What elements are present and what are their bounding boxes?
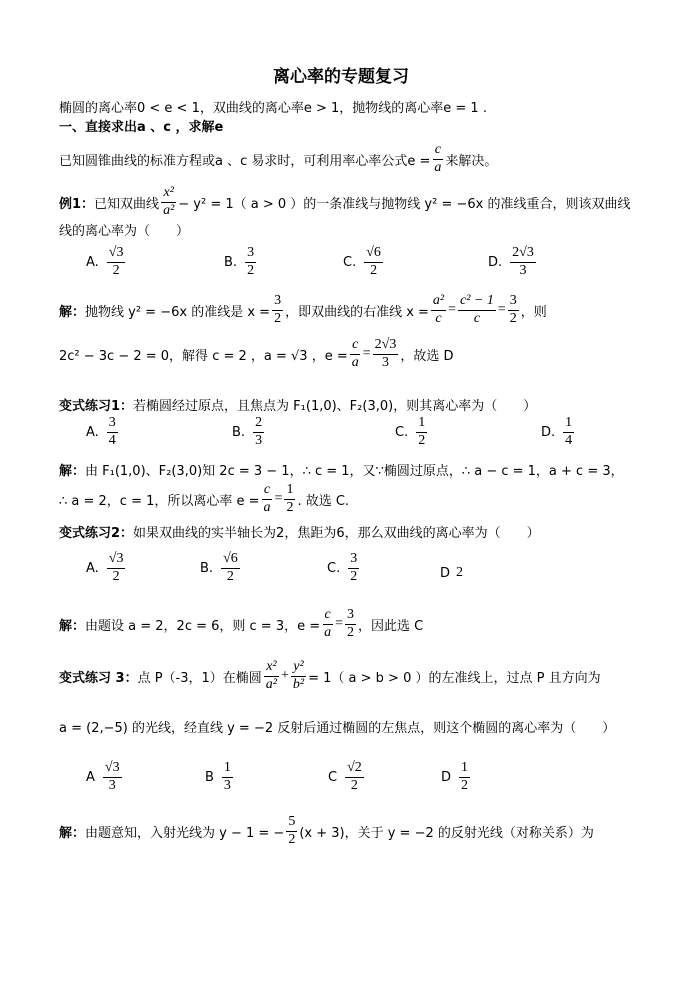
desc-text-a: 已知圆锥曲线的标准方程或a 、c 易求时，可利用率心率公式e = bbox=[59, 153, 431, 169]
variant2-question bbox=[59, 522, 540, 540]
variant3-question-cont bbox=[59, 716, 615, 736]
example1-solution-cont bbox=[59, 335, 454, 373]
example1-text-a: 已知双曲线 bbox=[94, 196, 160, 212]
example1-option-d[interactable] bbox=[488, 246, 538, 278]
variant1-option-d[interactable] bbox=[541, 416, 576, 448]
option-den: 2 bbox=[226, 568, 234, 584]
frac-num: 5 bbox=[286, 815, 297, 832]
frac-num: c bbox=[350, 338, 360, 355]
variant1-solution-text: 由 F₁(1,0)、F₂(3,0)知 2c = 3 − 1，∴ c = 1，又∵椭圆过原点，∴ a − c = 1，a + c = 3， bbox=[85, 463, 624, 479]
variant3-option-d[interactable] bbox=[441, 761, 472, 793]
frac-den: 2 bbox=[286, 499, 294, 515]
solution2-text-a: 2c² − 3c − 2 = 0，解得 c = 2 ，a = √3 ，e = bbox=[59, 348, 348, 364]
variant3-text-b: = 1（ a > b > 0 ）的左准线上，过点 P 且方向为 bbox=[308, 670, 601, 686]
variant1-question bbox=[59, 395, 536, 413]
option-label: D bbox=[440, 565, 451, 581]
section-heading: 一、直接求出a 、c ，求解e bbox=[59, 120, 224, 135]
option-den: 2 bbox=[370, 262, 378, 278]
variant3-option-b[interactable] bbox=[205, 761, 235, 793]
example1-question bbox=[59, 183, 630, 221]
frac-den: b² bbox=[292, 676, 305, 692]
example1-frac-num: x² bbox=[161, 186, 175, 203]
variant3-text-c: a = (2,−5) 的光线，经直线 y = −2 反射后通过椭圆的左焦点，则这个椭圆的离心率为（ ） bbox=[59, 720, 616, 736]
desc-fraction bbox=[432, 143, 443, 175]
example1-question-cont: 线的离心率为（ ） bbox=[59, 224, 190, 239]
intro-line: 椭圆的离心率0 < e < 1，双曲线的离心率e > 1，抛物线的离心率e = 1 . bbox=[59, 101, 487, 116]
equals: = bbox=[497, 302, 506, 317]
option-label: C. bbox=[327, 560, 341, 576]
option-label: D bbox=[441, 769, 452, 785]
solution-label: 解： bbox=[59, 463, 86, 479]
option-num: 3 bbox=[245, 246, 256, 263]
option-label: A bbox=[86, 769, 95, 785]
option-num: 2√3 bbox=[510, 246, 536, 263]
frac-den: 2 bbox=[509, 310, 517, 326]
variant2-option-d[interactable] bbox=[440, 565, 463, 581]
frac-den: c bbox=[473, 310, 481, 326]
desc-text-b: 来解决。 bbox=[445, 153, 498, 169]
page-title: 离心率的专题复习 bbox=[273, 67, 409, 87]
option-den: 2 bbox=[247, 262, 255, 278]
frac-num: 3 bbox=[508, 294, 519, 311]
option-num: √3 bbox=[107, 246, 126, 263]
option-den: 2 bbox=[418, 432, 426, 448]
option-num: 2 bbox=[253, 416, 264, 433]
option-num: √6 bbox=[364, 246, 383, 263]
option-num: √6 bbox=[221, 552, 240, 569]
option-num: √2 bbox=[345, 761, 364, 778]
variant3-text-a: 点 P（-3，1）在椭圆 bbox=[137, 670, 262, 686]
variant3-question: 变式练习 3： 点 P（-3，1）在椭圆 $\frac{\text{x²}}{\text{a²}}$ + $\frac{\text{y²}}{\text{b²}}$ = 1（ a > b > 0 ）的左准线上，过点 P 且方向为 bbox=[59, 658, 601, 692]
variant2-solution-text-b: ，因此选 C bbox=[358, 618, 424, 634]
equals: = bbox=[335, 616, 344, 631]
variant2-text: 如果双曲线的实半轴长为2，焦距为6，那么双曲线的离心率为（ ） bbox=[133, 525, 540, 541]
option-label: C bbox=[328, 769, 338, 785]
example1-frac-den: a² bbox=[163, 202, 175, 218]
frac-den: 3 bbox=[382, 354, 389, 370]
variant1-option-b[interactable] bbox=[232, 416, 266, 448]
variant1-solution2-text-a: ∴ a = 2，c = 1，所以离心率 e = bbox=[59, 493, 260, 509]
option-den: 2 bbox=[461, 777, 469, 793]
frac-num: c² − 1 bbox=[458, 294, 496, 311]
frac-num: y² bbox=[291, 660, 305, 677]
frac-num: 3 bbox=[345, 608, 356, 625]
option-den: 2 bbox=[350, 777, 358, 793]
frac-num: c bbox=[262, 483, 272, 500]
option-den: 3 bbox=[255, 432, 263, 448]
frac-den: 2 bbox=[274, 310, 282, 326]
option-den: 3 bbox=[223, 777, 231, 793]
variant1-option-c[interactable] bbox=[395, 416, 429, 448]
frac-num: 1 bbox=[284, 483, 295, 500]
section-description bbox=[59, 141, 497, 177]
option-label: D. bbox=[488, 254, 503, 270]
option-num: √3 bbox=[107, 552, 126, 569]
option-num: √3 bbox=[103, 761, 122, 778]
variant1-option-a[interactable] bbox=[86, 416, 120, 448]
variant3-option-a[interactable] bbox=[86, 761, 124, 793]
option-label: B bbox=[205, 769, 214, 785]
example1-option-c[interactable] bbox=[343, 246, 385, 278]
option-label: B. bbox=[232, 424, 246, 440]
option-label: B. bbox=[200, 560, 214, 576]
variant3-label: 变式练习 3： bbox=[59, 670, 138, 686]
solution2-text-b: ，故选 D bbox=[400, 348, 454, 364]
option-label: C. bbox=[395, 424, 409, 440]
option-num: 1 bbox=[222, 761, 233, 778]
variant2-option-b[interactable] bbox=[200, 552, 242, 584]
variant2-option-c[interactable] bbox=[327, 552, 361, 584]
variant2-option-a[interactable] bbox=[86, 552, 127, 584]
frac-den: a bbox=[263, 499, 271, 515]
variant3-solution-text-a: 由题意知，入射光线为 y − 1 = − bbox=[85, 825, 285, 841]
frac-den: c bbox=[435, 310, 442, 326]
variant2-solution bbox=[59, 605, 423, 643]
option-num: 1 bbox=[563, 416, 574, 433]
option-value: 2 bbox=[456, 565, 464, 580]
option-num: 1 bbox=[459, 761, 470, 778]
option-num: 3 bbox=[107, 416, 118, 433]
frac-num: 3 bbox=[272, 294, 283, 311]
variant3-option-c[interactable] bbox=[328, 761, 366, 793]
equals: = bbox=[274, 491, 283, 506]
solution-label: 解： bbox=[59, 825, 86, 841]
frac-num: 2√3 bbox=[373, 338, 399, 355]
option-num: 3 bbox=[348, 552, 359, 569]
example1-solution bbox=[59, 291, 547, 329]
option-den: 3 bbox=[108, 777, 116, 793]
solution-text-b: ，即双曲线的右准线 x = bbox=[285, 304, 429, 320]
frac-den: a bbox=[351, 354, 359, 370]
desc-frac-den: a bbox=[434, 159, 442, 175]
solution-label: 解： bbox=[59, 618, 86, 634]
example1-option-a[interactable] bbox=[86, 246, 127, 278]
variant3-solution-text-b: (x + 3)，关于 y = −2 的反射光线（对称关系）为 bbox=[299, 825, 594, 841]
option-den: 2 bbox=[350, 568, 358, 584]
option-label: C. bbox=[343, 254, 357, 270]
option-den: 2 bbox=[112, 262, 120, 278]
frac-num: x² bbox=[264, 660, 278, 677]
variant1-solution bbox=[59, 460, 624, 478]
variant2-label: 变式练习2： bbox=[59, 525, 134, 541]
option-label: A. bbox=[86, 424, 99, 440]
option-label: B. bbox=[224, 254, 238, 270]
frac-den: a bbox=[324, 624, 332, 640]
equals: = bbox=[362, 346, 371, 361]
frac-den: 2 bbox=[347, 624, 355, 640]
example1-text-b: − y² = 1（ a > 0 ）的一条准线与抛物线 y² = −6x 的准线重合，则该双曲线 bbox=[178, 196, 631, 212]
option-label: D. bbox=[541, 424, 556, 440]
frac-den: 2 bbox=[288, 831, 296, 847]
solution-label: 解： bbox=[59, 304, 86, 320]
equals: = bbox=[448, 302, 457, 317]
example1-fraction bbox=[161, 186, 176, 218]
variant3-solution bbox=[59, 812, 594, 850]
frac-num: a² bbox=[431, 294, 446, 311]
frac-num: c bbox=[323, 608, 333, 625]
variant1-label: 变式练习1： bbox=[59, 398, 134, 414]
desc-frac-num: c bbox=[433, 143, 443, 160]
option-den: 4 bbox=[565, 432, 573, 448]
frac-den: a² bbox=[265, 676, 277, 692]
example1-option-b[interactable] bbox=[224, 246, 258, 278]
option-den: 2 bbox=[112, 568, 120, 584]
variant2-solution-text-a: 由题设 a = 2，2c = 6，则 c = 3，e = bbox=[85, 618, 321, 634]
variant1-text: 若椭圆经过原点，且焦点为 F₁(1,0)、F₂(3,0)，则其离心率为（ ） bbox=[133, 398, 537, 414]
option-den: 4 bbox=[108, 432, 116, 448]
variant1-solution-cont bbox=[59, 480, 349, 518]
option-label: A. bbox=[86, 254, 99, 270]
example1-label: 例1： bbox=[59, 196, 95, 212]
option-den: 3 bbox=[519, 262, 527, 278]
option-num: 1 bbox=[416, 416, 427, 433]
option-label: A. bbox=[86, 560, 99, 576]
solution-text-a: 抛物线 y² = −6x 的准线是 x = bbox=[85, 304, 271, 320]
variant1-solution2-text-b: . 故选 C. bbox=[297, 493, 350, 509]
solution-text-c: ，则 bbox=[520, 304, 547, 320]
